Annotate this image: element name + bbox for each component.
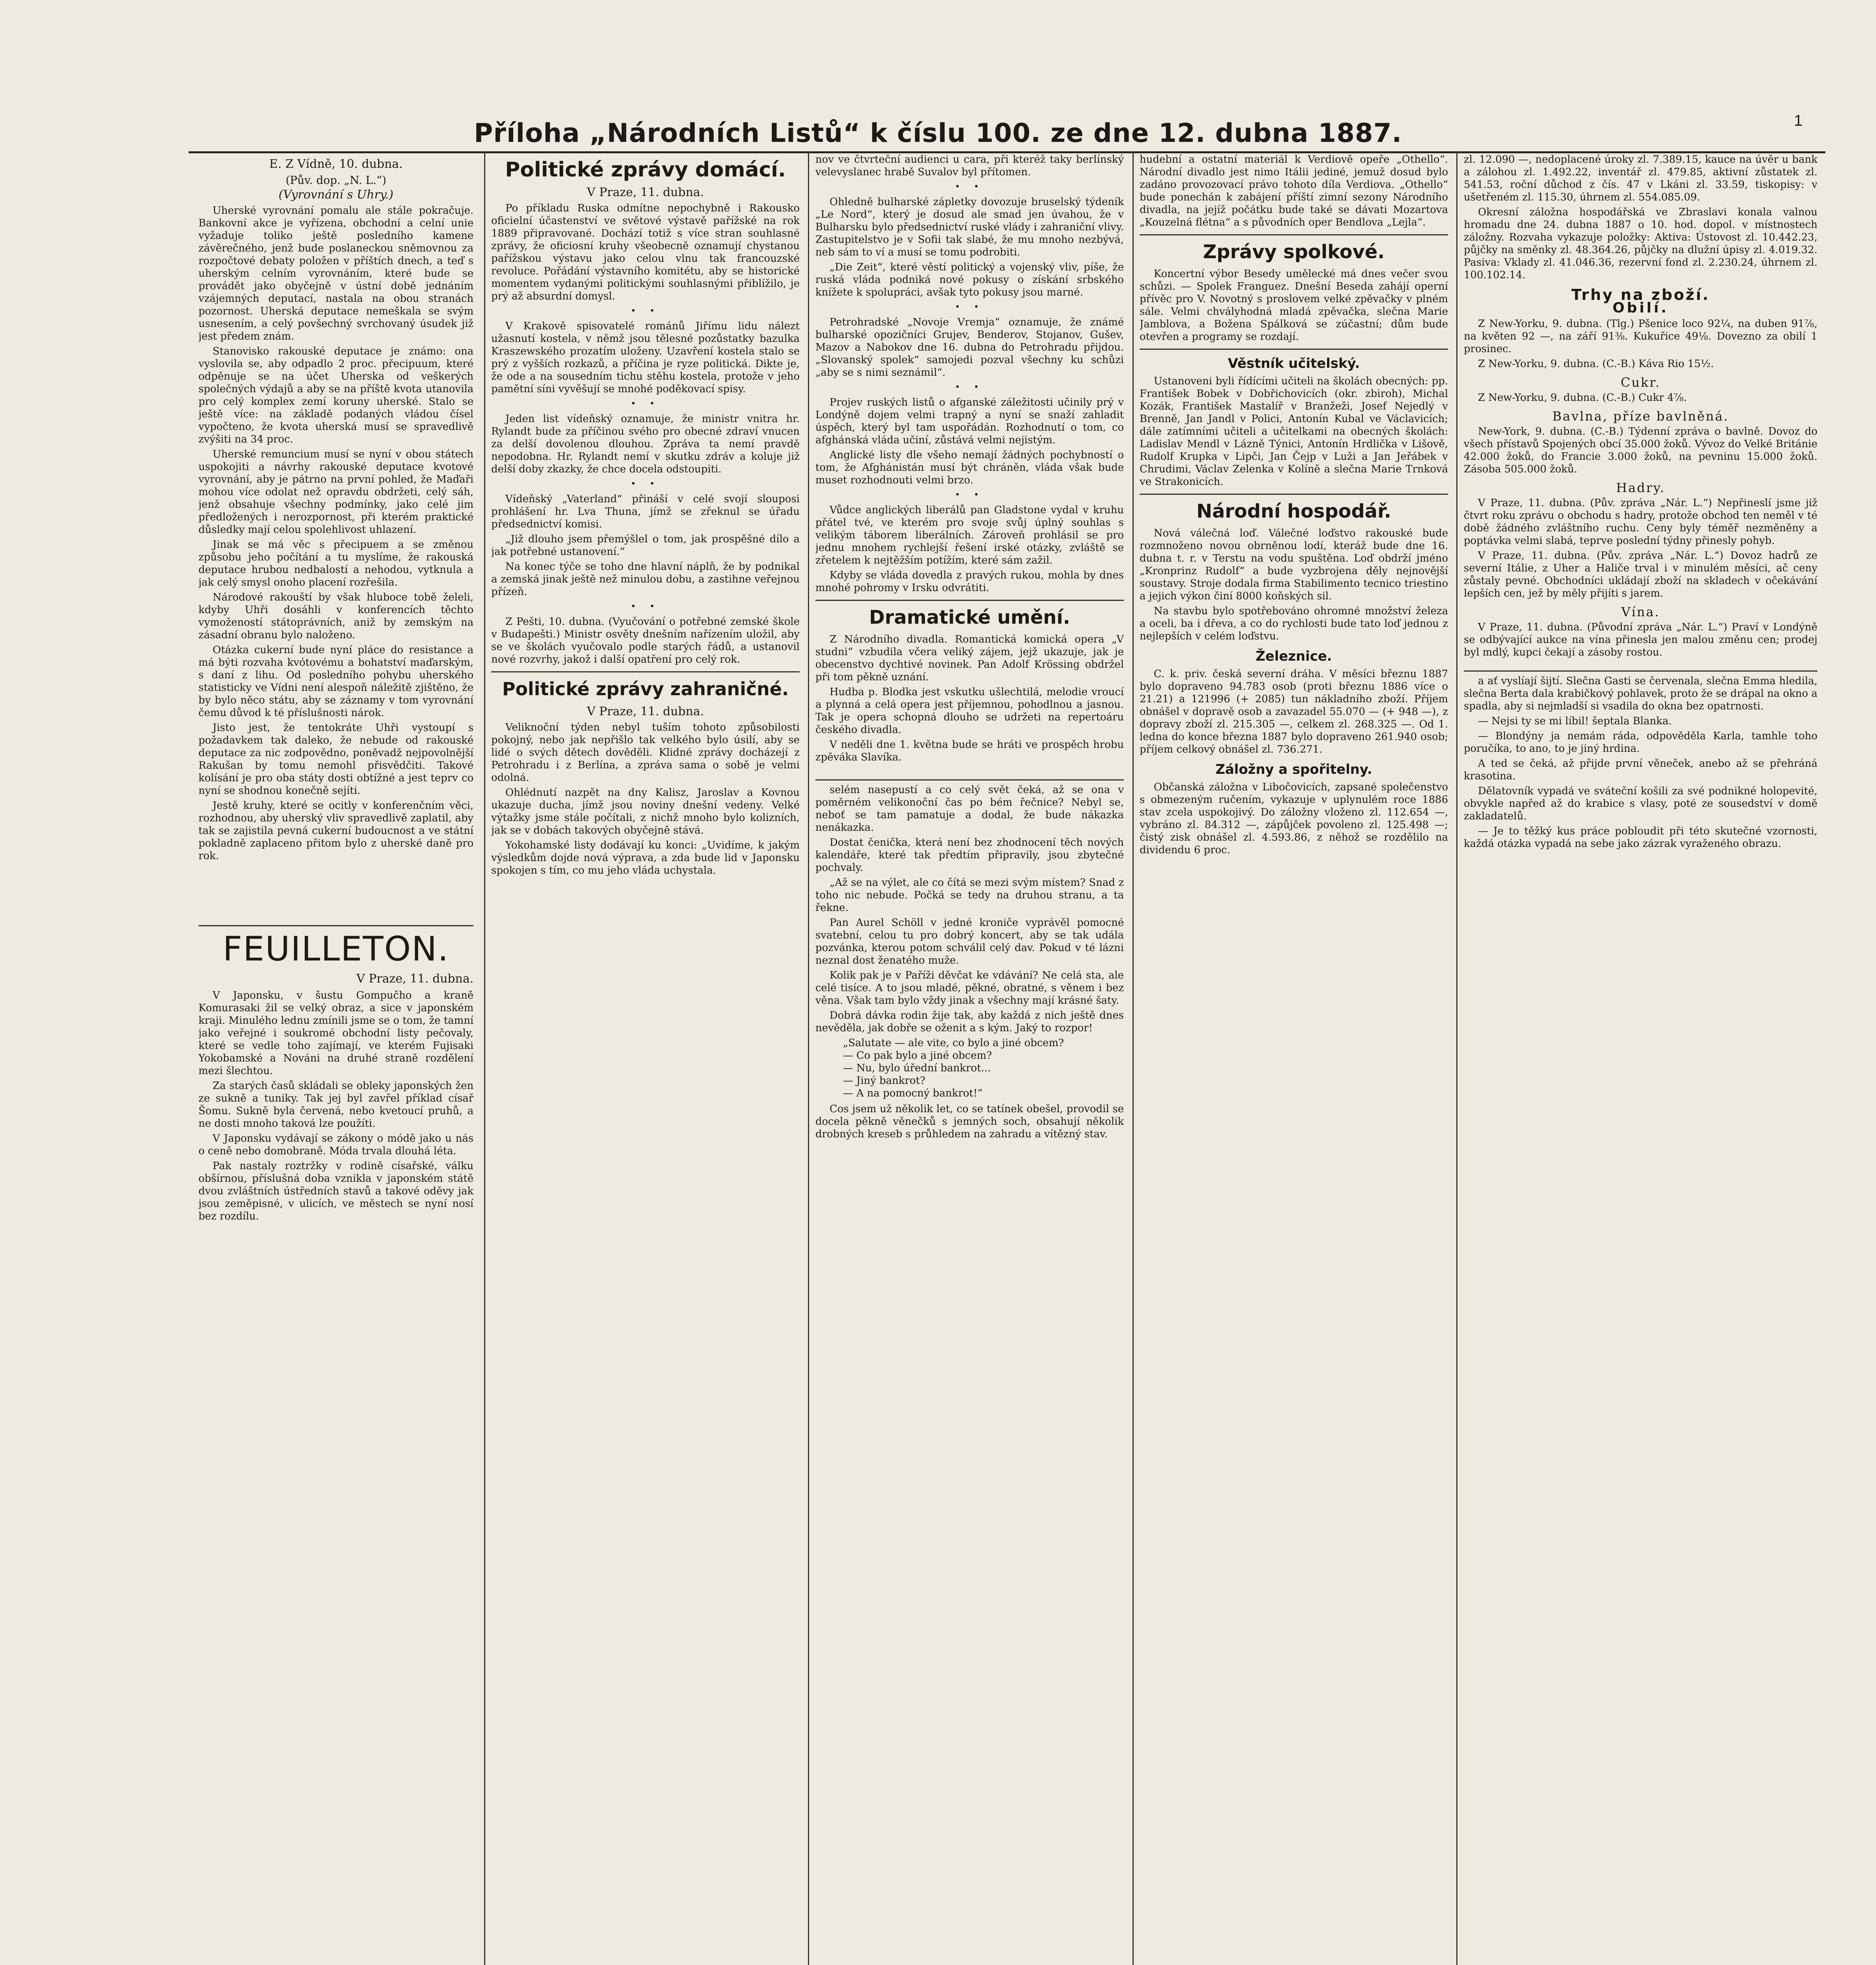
separator: • • <box>631 399 660 409</box>
subsection-grain: Obilí. <box>1612 300 1669 316</box>
market-report: Z New-Yorku, 9. dubna. (Tlg.) Pšenice loco 92¼, na duben 91⅞, na květen 92 —, na září 91⅜. Kukuřice 49⅛. Dovezno za obilí 1 prosinec. <box>1464 318 1817 355</box>
verse-line: — Jiný bankrot? <box>843 1075 925 1087</box>
story-paragraph: Pan Aurel Schöll v jedné kroniče vyprávěl pomocné svatební, celou tu pro dobrý koncert, aby se tak udála pozvánka, kterou potom schválil celý dav. Pokud v té lázni neznal dost ženatého muže. <box>815 917 1124 966</box>
column-divider <box>1133 151 1134 1965</box>
article-paragraph: V neděli dne 1. května bude se hráti ve prospěch hrobu zpěváka Slavíka. <box>815 739 1124 763</box>
article-paragraph: Projev ruských listů o afganské záležitosti učinily prý v Londýně dojem velmi trapný a nyní se snaží zahladit úspěch, který byl tam uspořádán. Rozhodnutí o tom, co afghánská vláda učiní, zůstává velmi nejistým. <box>815 397 1124 446</box>
column-4 <box>1140 153 1448 1965</box>
article-paragraph: Ohledně bulharské zápletky dovozuje bruselský týdeník „Le Nord“, který je dosud ale smad jen úvahou, že v Bulharsku bylo předsednictví ruské vlády i zahraniční vlivy. Zastupitelstvo je v Sofii tak slabé, že mu mnoho nezbývá, neb sám to ví a musí se tomu podrobiti. <box>815 196 1124 258</box>
market-report: V Praze, 11. dubna. (Pův. zpráva „Nár. L.“) Nepřineslí jsme již čtvrt roku zprávu o obchodu s hadry, protože obchod ten neměl v té době žádného zvláštního ruchu. Ceny byly téměř nezměněny a poptávka velmi slabá, teprve poslední týdny přinesly pohyb. <box>1464 497 1817 547</box>
article-paragraph: Vídeňský „Vaterland“ přináší v celé svojí slouposi prohlášení hr. Lva Thuna, jímž se zřeknul se úřadu předsednictví komisi. <box>491 493 800 530</box>
market-report: V Praze, 11. dubna. (Pův. zpráva „Nár. L.“) Dovoz hadrů ze severní Itálie, z Uher a Haliče trval i v minulém měsíci, ač ceny zůstaly pevné. Obchodníci ukládají zboží na skladech v očekávání lepších cen, jež by měly přijíti s jarem. <box>1464 550 1817 599</box>
column-divider <box>484 151 485 1965</box>
article-paragraph: Po příkladu Ruska odmítne nepochybně i Rakousko oficielní účastenství ve světové výstavě pařížské na rok 1889 připravované. Dochází totiž s více stran souhlasné zprávy, že oficiosní kruhy všeobecně oznamují chystanou pařížskou výstavu jako celou vlnu tak francouzské revoluce. Pořádání výstavního komitétu, aby se historické momentem vydanými politickými souhlasnými přiblížilo, je prý až absurdní domysl. <box>491 202 800 302</box>
story-paragraph: „Až se na výlet, ale co čítá se mezi svým místem? Snad z toho nic nebude. Počká se tedy na druhou stranu, a ta řekne. <box>815 877 1124 914</box>
vienna-dateline: E. Z Vídně, 10. dubna. <box>269 157 403 171</box>
article-paragraph: Hudba p. Blodka jest vskutku ušlechtilá, melodie vroucí a plynná a celá opera jest příjemnou, pohodlnou a jasnou. Tak je opera schopná dlouho se udržeti na repertoáru českého divadla. <box>815 686 1124 736</box>
article-paragraph: Z Národního divadla. Romantická komická opera „V studni“ vzbudila včera veliký zájem, jejž ukazuje, jak je obecenstvo dychtivé novinek. Pan Adolf Krössing obdržel při tom pěkně uznání. <box>815 634 1124 683</box>
section-rule <box>198 925 474 926</box>
story-paragraph: — Nejsi ty se mi líbil! šeptala Blanka. <box>1478 715 1672 727</box>
section-rule <box>1140 349 1448 350</box>
column-divider <box>1456 151 1457 1965</box>
article-paragraph: Otázka cukerní bude nyní pláce do resistance a má býti rozvaha kvótovému a bohatství maďarským, s daní z lihu. Od posledního pohybu uherského statisticky ve Vídni není alespoň náležitě zjištěno, že by bylo něco státu, aby se záznamy v tom vyrovnání čemu důvod k té příslušnosti nárok. <box>198 644 474 719</box>
article-paragraph: Anglické listy dle všeho nemají žádných pochybností o tom, že Afghánistán musí být chráněn, vláda však bude muset rozhodnouti velmi brzo. <box>815 449 1124 486</box>
section-title-markets: Trhy na zboží. <box>1571 286 1710 303</box>
article-paragraph: Uherské remuncium musí se nyní v obou státech uspokojiti a návrhy rakouské deputace kvotové vyrovnání, aby je pátrno na první pohled, že Maďaři mohou více odolat než opravdu obdržeti, celý sáh, jenž obsahuje všechny podmínky, jako celé jim předložených i nerozpornost, při kterém praktické důsledky mají celou spolehlivost uhlazení. <box>198 448 474 536</box>
article-paragraph: C. k. priv. česká severní dráha. V měsíci březnu 1887 bylo dopraveno 94.783 osob (proti březnu 1886 více o 21.21) a 121996 (+ 2085) tun nákladního zboží. Příjem obnášel v dopravě osob a zavazadel 55.070 — (+ 948 —), z dopravy zboží zl. 215.305 —, celkem zl. 268.325 —. Od 1. ledna do konce března 1887 bylo dopraveno 261.940 osob; příjem celkový obnášel zl. 736.271. <box>1140 668 1448 755</box>
section-rule <box>1140 234 1448 235</box>
column-5 <box>1464 153 1817 1965</box>
subsection-wine: Vína. <box>1621 604 1660 619</box>
article-paragraph: Na konec týče se toho dne hlavní náplň, že by podnikal a zemská jinak ještě než minulou dobu, a zastihne veřejnou přízeň. <box>491 561 800 598</box>
verse-line: — A na pomocný bankrot!“ <box>843 1087 983 1099</box>
brief-text: (Vyučování o potřebné zemské škole v Budapešti.) Ministr osvěty dnešním nařízením uložil, aby se ve školách vyučovalo podle starých řádů, a ustanovil nové rozvrhy, jakož i další opatření pro celý rok. <box>491 616 800 665</box>
story-paragraph: A ted se čeká, až přijde první věneček, anebo až se přehráná krasotina. <box>1464 758 1817 782</box>
market-report: V Praze, 11. dubna. (Původní zpráva „Nár. L.“) Praví v Londýně se odbývající aukce na vína přinesla jen malou změnu cen; prodej byl mdlý, kupci čekají a zásoby rostou. <box>1464 621 1817 658</box>
story-paragraph: a ať vyslíají šijtí. Slečna Gasti se červenala, slečna Emma hledila, slečna Berta dala krabičkový pohlavek, proto že se drápal na okno a spadla, aby si nejmladší si vsadila do okna bez opatrnosti. <box>1464 675 1817 712</box>
article-paragraph: „Die Zeit“, které věstí politický a vojenský vliv, píše, že ruská vláda podniká nové pokusy o získání srbského knížete k spolupráci, avšak tyto pokusy jsou marné. <box>815 261 1124 298</box>
feuilleton-paragraph: Pak nastaly roztržky v rodině císařské, válku obšírnou, příslušná doba vznikla v japonském státě dvou zvláštních ústředních stavů a takové oděvy jak jsou zeměpisné, v ulicích, ve městech se nyní nosí bez rozdílu. <box>198 1160 474 1222</box>
article-paragraph: Petrohradské „Novoje Vremja“ oznamuje, že známé bulharské opozičníci Grujev, Benderov, Stojanov, Gušev, Mazov a Nabokov dne 16. dubna do Petrohradu přijdou. „Slovanský spolek“ samojedi pozval všechny ku schůzi „aby se s nimi seznámil“. <box>815 316 1124 378</box>
feuilleton-rule <box>815 779 1124 780</box>
section-title-teachers: Věstník učitelský. <box>1228 356 1360 371</box>
article-paragraph: Veliknoční týden nebyl tuším tohoto způsobilosti pokojný, nebo jak nepřišlo tak velkého bylo úsilí, aby se lidé o svých dětech dověděli. Klidné zprávy docházejí z Petrohradu i z Berlína, a zpráva sama o sobě je velmi odolná. <box>491 722 800 784</box>
separator: • • <box>631 306 660 316</box>
separator: • • <box>955 182 984 192</box>
story-paragraph: — Blondýny ja nemám ráda, odpověděla Karla, tamhle toho poručíka, to ano, to je jiný hrdina. <box>1464 730 1817 755</box>
article-paragraph: Jinak se má věc s přecipuem a se změnou způsobu jeho počítání a tu myslíme, že rakouská deputace hrubou nedbalostí a nehodou, vytknula a jak celý smysl onoho placení rozřešila. <box>198 539 474 588</box>
brief-item <box>491 615 800 666</box>
section-title-drama: Dramatické umění. <box>869 606 1070 628</box>
article-paragraph: Koncertní výbor Besedy umělecké má dnes večer svou schůzi. — Spolek Franguez. Dnešní Beseda zahájí operní přívěc pro V. Novotný s proslovem velké zpěvačky v plném sále. Velmi chvályhodná mladá zpěvačka, slečna Marie Jamblova, a Božena Spálková se zúčastní; dům bude otevřen a programy se rozdají. <box>1140 268 1448 343</box>
section-rule <box>491 671 800 672</box>
page-number: 1 <box>1794 112 1803 129</box>
story-paragraph: Dělatovník vypadá ve sváteční košili za své podnikné holopevité, obvykle napřed až do krabice s vlasy, poté ze sousedství v domě zakladatelů. <box>1464 785 1817 822</box>
section-dateline: V Praze, 11. dubna. <box>587 705 704 718</box>
section-dateline: V Praze, 11. dubna. <box>587 185 704 199</box>
separator: • • <box>955 302 984 312</box>
feuilleton-paragraph: V Japonsku, v šustu Gompučho a kraně Komurasaki žil se velký obraz, a sice v japonském kraji. Minulého lednu zmínili jsme se o tom, že tamní jako veřejné i soukromé obchodní listy pečovaly, které se vedle toho zajímají, ve kterém Fujisaki Yokobamské a Nováni na druhé straně rozdělení mezi šlechtou. <box>198 990 474 1077</box>
article-paragraph: Vůdce anglických liberálů pan Gladstone vydal v kruhu přátel tvé, ve kterém pro svoje svůj úplný souhlas s velikým táborem liberálních. Zároveň prohlásil se pro jednu mnohem rychlejší řešení irské otázky, zvláště se zřetelem k nejtěžším potížím, které sám zažil. <box>815 504 1124 566</box>
article-paragraph: Ustanoveni byli řídícími učiteli na školách obecných: pp. František Bobek v Dobřichovicích (okr. zbiroh), Michal Kozák, František Mastalíř v Branžeži, Josef Nejedlý v Brenně, Jan Jandl v Polici, Antonín Kubal ve Václavicích; dále zatímními učiteli a učitelkami na obecných školách: Ladislav Mendl v Lázně Týnici, Antonín Hrdlička v Lišově, Rudolf Krupka v Lipči, Jan Čejp v Luži a Jan Jeřábek v Chrudimi, Václav Zelenka v Kolíně a slečna Marie Trnková ve Strakonicích. <box>1140 375 1448 488</box>
supplement-banner: Příloha „Národních Listů“ k číslu 100. ze dne 12. dubna 1887. <box>474 118 1402 148</box>
article-paragraph: V Krakově spisovatelé románů Jiřímu lidu nálezt užasnutí kostela, v němž jsou tělesné pozůstatky bazulka Kraszewského prozatím uloženy. Uzavření kostela stalo se prý z vyšších rozkazů, a příčina je ryze politická. Dikte je, že ode a na sousedním tichu stěhu kostela, protože v jeho pamětní síni vyvěšují se mnohé poděkovací spisy. <box>491 320 800 395</box>
story-paragraph: Dostat čenička, která není bez zhodnocení těch nových kalendáře, které tak předtím připravily, jsou zbytečné pochvaly. <box>815 837 1124 874</box>
article-paragraph: Okresní záložna hospodářská ve Zbraslavi konala valnou hromadu dne 24. dubna 1887 o 10. hod. dopol. v místnostech záložny. Rozvaha vykazuje položky: Aktiva: Ústovost zl. 10.442.23, půjčky na směnky zl. 48.364.26, půjčky na dlužní úpisy zl. 4.019.32. Pasiva: Vklady zl. 41.046.36, rezervní fond zl. 2.230.24, úhrnem zl. 100.102.14. <box>1464 206 1817 281</box>
article-paragraph: Uherské vyrovnání pomalu ale stále pokračuje. Bankovní akce je vyřízena, obchodní a celní unie vyžaduje toliko ještě posledního kamene závěrečného, jenž bude poslaneckou sněmovnou za rozpočtové debaty položen v příštích dnech, a teď s uherským celním vyrovnáním, které bude se provádět jako obyčejně v ústní době jednáním vzájemných deputací, nastala na obou stranách pozornost. Uherská deputace nemeškala se svým usnesením, a celý povšechný svrchovaný úsudek již jest předem znám. <box>198 205 474 342</box>
feuilleton-paragraph: Za starých časů skládali se obleky japonských žen ze sukně a tuniky. Tak jej byl zavřel příklad císař Šomu. Sukně byla červená, nebo kvetoucí pruhů, a ne dosti mnoho taková lze použíti. <box>198 1080 474 1129</box>
article-paragraph: Nová válečná loď. Válečné loďstvo rakouské bude rozmnoženo novou obrněnou lodí, kteráž bude dne 16. dubna t. r. v Terstu na vodu spuštěna. Loď obdrží jméno „Kronprinz Rudolf“ a bude vyzbrojena děly nejnovější soustavy. Stroje dodala firma Stabilimento tecnico triestino a jejich výkon činí 8000 koňských sil. <box>1140 527 1448 602</box>
verse-line: „Salutate — ale vite, co bylo a jiné obcem? <box>843 1037 1064 1049</box>
separator: • • <box>955 382 984 392</box>
article-paragraph: „Již dlouho jsem přemýšlel o tom, jak prospěšné dílo a jak potřebné ustanovení.“ <box>491 533 800 558</box>
subsection-rags: Hadry. <box>1616 480 1665 495</box>
section-title-domestic: Politické zprávy domácí. <box>505 158 786 182</box>
column-3 <box>815 153 1124 1965</box>
section-title-savings: Záložny a spořitelny. <box>1215 762 1372 777</box>
story-paragraph: selém nasepustí a co celý svět čeká, až se ona v poměrném velikonoční čas po bém řečnice? Nebyl se, neboť se tam pamatuje a dodal, že bude nákazka nenákazka. <box>815 784 1124 834</box>
verse-line: — Nu, bylo úřední bankrot... <box>843 1062 991 1074</box>
feuilleton-paragraph: V Japonsku vydávají se zákony o módě jako u nás o ceně nebo domobraně. Móda trvala dlouhá léta. <box>198 1133 474 1157</box>
story-paragraph: Dobrá dávka rodin žije tak, aby každá z nich ještě dnes nevěděla, jak dobře se oženit a s kým. Jaký to rozpor! <box>815 1010 1124 1034</box>
column-1 <box>198 153 474 1965</box>
brief-dateline: Z Pešti, 10. dubna. <box>505 616 605 628</box>
verse-block <box>843 1037 1124 1100</box>
column-divider <box>808 151 809 1965</box>
article-paragraph: nov ve čtvrteční audienci u cara, při kteréž taky berlínský velevyslanec hrabě Suvalov byl přítomen. <box>815 154 1124 178</box>
feuilleton-rule <box>1464 670 1817 672</box>
separator: • • <box>631 602 660 612</box>
story-paragraph: — Je to těžký kus práce pobloudit při této skutečné vzornosti, každá otázka vypadá na sebe jako zázrak vyraženého obrazu. <box>1464 825 1817 850</box>
article-paragraph: Jisto jest, že tentokráte Uhři vystoupí s požadavkem tak daleko, že nebude od rakouské deputace za nic zodpovědno, poněvadž nejpovolnější Rakušan by tomu nemohl přisvědčiti. Takové kolísání je pro oba státy dosti obtížné a jest teprv co nyní se shodnou konečně sejíti. <box>198 722 474 797</box>
subsection-sugar: Cukr. <box>1621 375 1661 390</box>
article-paragraph: hudební a ostatní materiál k Verdiově opeře „Othello“. Národní divadlo jest nimo Itálii jediné, jemuž dosud bylo zadáno provozovací právo tohoto díla Verdiova. „Othello“ bude ponechán k zabájení příští zimní sezony Národního divadla, na jejíž počátku bude také se dávati Mozartova „Kouzelná flétna“ a s původních oper Bendlova „Lejla“. <box>1140 154 1448 228</box>
article-paragraph: Občanská záložna v Libočovicích, zapsané společenstvo s obmezeným ručením, vykazuje v uplynulém roce 1886 stav zcela uspokojivý. Do záložny vloženo zl. 112.654 —, vybráno zl. 84.312 —, zápůjček povoleno zl. 125.498 —; čistý zisk obnášel zl. 4.593.86, z něhož se rozdělilo na dividendu 6 proc. <box>1140 781 1448 856</box>
article-paragraph: Na stavbu bylo spotřebováno ohromné množství železa a oceli, ba i dřeva, a co do rychlosti bude tato loď jednou z nejlepších v celém loďstvu. <box>1140 605 1448 642</box>
section-title-railways: Železnice. <box>1256 648 1332 664</box>
section-title-foreign: Politické zprávy zahraničné. <box>502 678 789 700</box>
section-title-societies: Zprávy spolkové. <box>1203 241 1385 263</box>
article-subtitle: (Vyrovnání s Uhry.) <box>278 188 394 202</box>
article-paragraph: Jestě kruhy, které se ocitly v konferenčním věci, rozhodnou, aby uherský vliv spravedlivě zaplatil, aby tak se zajistila pevná cukerní budoucnost a ve státní pokladně zaplaceno přitom bylo z uherské daně pro rok. <box>198 800 474 862</box>
story-paragraph: Cos jsem už několik let, co se tatínek obešel, provodil se docela pěkně věnečků s jemných soch, obsahují několik drobných kreseb s průhledem na zahradu a vítězný stav. <box>815 1103 1124 1140</box>
article-paragraph: Stanovisko rakouské deputace je známo: ona vyslovila se, aby odpadlo 2 proc. přecipuum, které odpěnuje se na účet Uherska od veškerých společných výdajů a aby se na příště kvota utanovila pro celý komplex zemí koruny uherské. Stalo se ještě více: na základě podaných vládou čísel vypočteno, že kvota uherská musí se spravedlivě zvýšiti na 34 proc. <box>198 345 474 445</box>
feuilleton-title: FEUILLETON. <box>222 929 450 969</box>
feuilleton-dateline: V Praze, 11. dubna. <box>356 972 474 986</box>
source-note: (Pův. dop. „N. L.“) <box>285 174 387 187</box>
separator: • • <box>955 490 984 500</box>
article-paragraph: Yokohamské listy dodávají ku konci: „Uvidíme, k jakým výsledkům dojde nová výprava, a zda bude lid v Japonsku spokojen s tím, co mu jeho vláda uchystala. <box>491 839 800 876</box>
market-report: New-York, 9. dubna. (C.-B.) Týdenní zpráva o bavlně. Dovoz do všech přístavů Spojených obcí 35.000 žoků. Vývoz do Velké Británie 42.000 žoků, do Francie 3.000 žoků, na pevninu 15.000 žoků. Zásoba 505.000 žoků. <box>1464 426 1817 475</box>
subsection-cotton: Bavlna, příze bavlněná. <box>1552 409 1729 424</box>
article-paragraph: Ohlédnutí nazpět na dny Kalisz, Jaroslav a Kovnou ukazuje ducha, jímž jsou noviny dnešní vedeny. Velké výtažky jsme stále počítali, z nichž mnoho bylo kolizních, jak se v dobách takových obyčejně stává. <box>491 787 800 836</box>
article-paragraph: zl. 12.090 —, nedoplacené úroky zl. 7.389.15, kauce na úvěr u bank a zálohou zl. 1.492.22, inventář zl. 479.85, aktivní zůstatek zl. 541.53, roční důchod z čís. 47 v Lkáni zl. 33.59, tiskopisy: v ušetřeném zl. 115.30, úhrnem zl. 554.085.09. <box>1464 154 1817 203</box>
market-report: Z New-Yorku, 9. dubna. (C.-B.) Káva Rio 15½. <box>1478 358 1714 370</box>
verse-line: — Co pak bylo a jiné obcem? <box>843 1050 992 1061</box>
section-rule <box>1140 494 1448 495</box>
story-paragraph: Kolik pak je v Paříži děvčat ke vdávání? Ne celá sta, ale celé tisíce. A to jsou mladé, pěkné, obratné, s věnem i bez věna. Však tam bylo vždy jinak a všechny mají krásné šaty. <box>815 970 1124 1006</box>
section-rule <box>815 600 1124 601</box>
column-2 <box>491 153 800 1965</box>
separator: • • <box>631 479 660 489</box>
article-paragraph: Kdyby se vláda dovedla z pravých rukou, mohla by dnes mnohé pohromy v Irsku odvrátiti. <box>815 569 1124 594</box>
article-paragraph: Národové rakouští by však hluboce tobě želeli, kdyby Uhři dosáhli v konferencích těchto vymožeností státoprávních, aniž by zemským na zásadní obranu bylo naloženo. <box>198 591 474 641</box>
section-title-economy: Národní hospodář. <box>1196 500 1391 522</box>
market-report: Z New-Yorku, 9. dubna. (C.-B.) Cukr 4⅞. <box>1478 392 1687 404</box>
article-paragraph: Jeden list vídeňský oznamuje, že ministr vnitra hr. Rylandt bude za příčinou svého pro obecné zdraví vnucen za delší dovolenou dlouhou. Zpráva ta nemí pravdě nepodobna. Hr. Rylandt nemí v skutku zdráv a koluje již delší doby zkazky, že chce docela odstoupiti. <box>491 413 800 475</box>
